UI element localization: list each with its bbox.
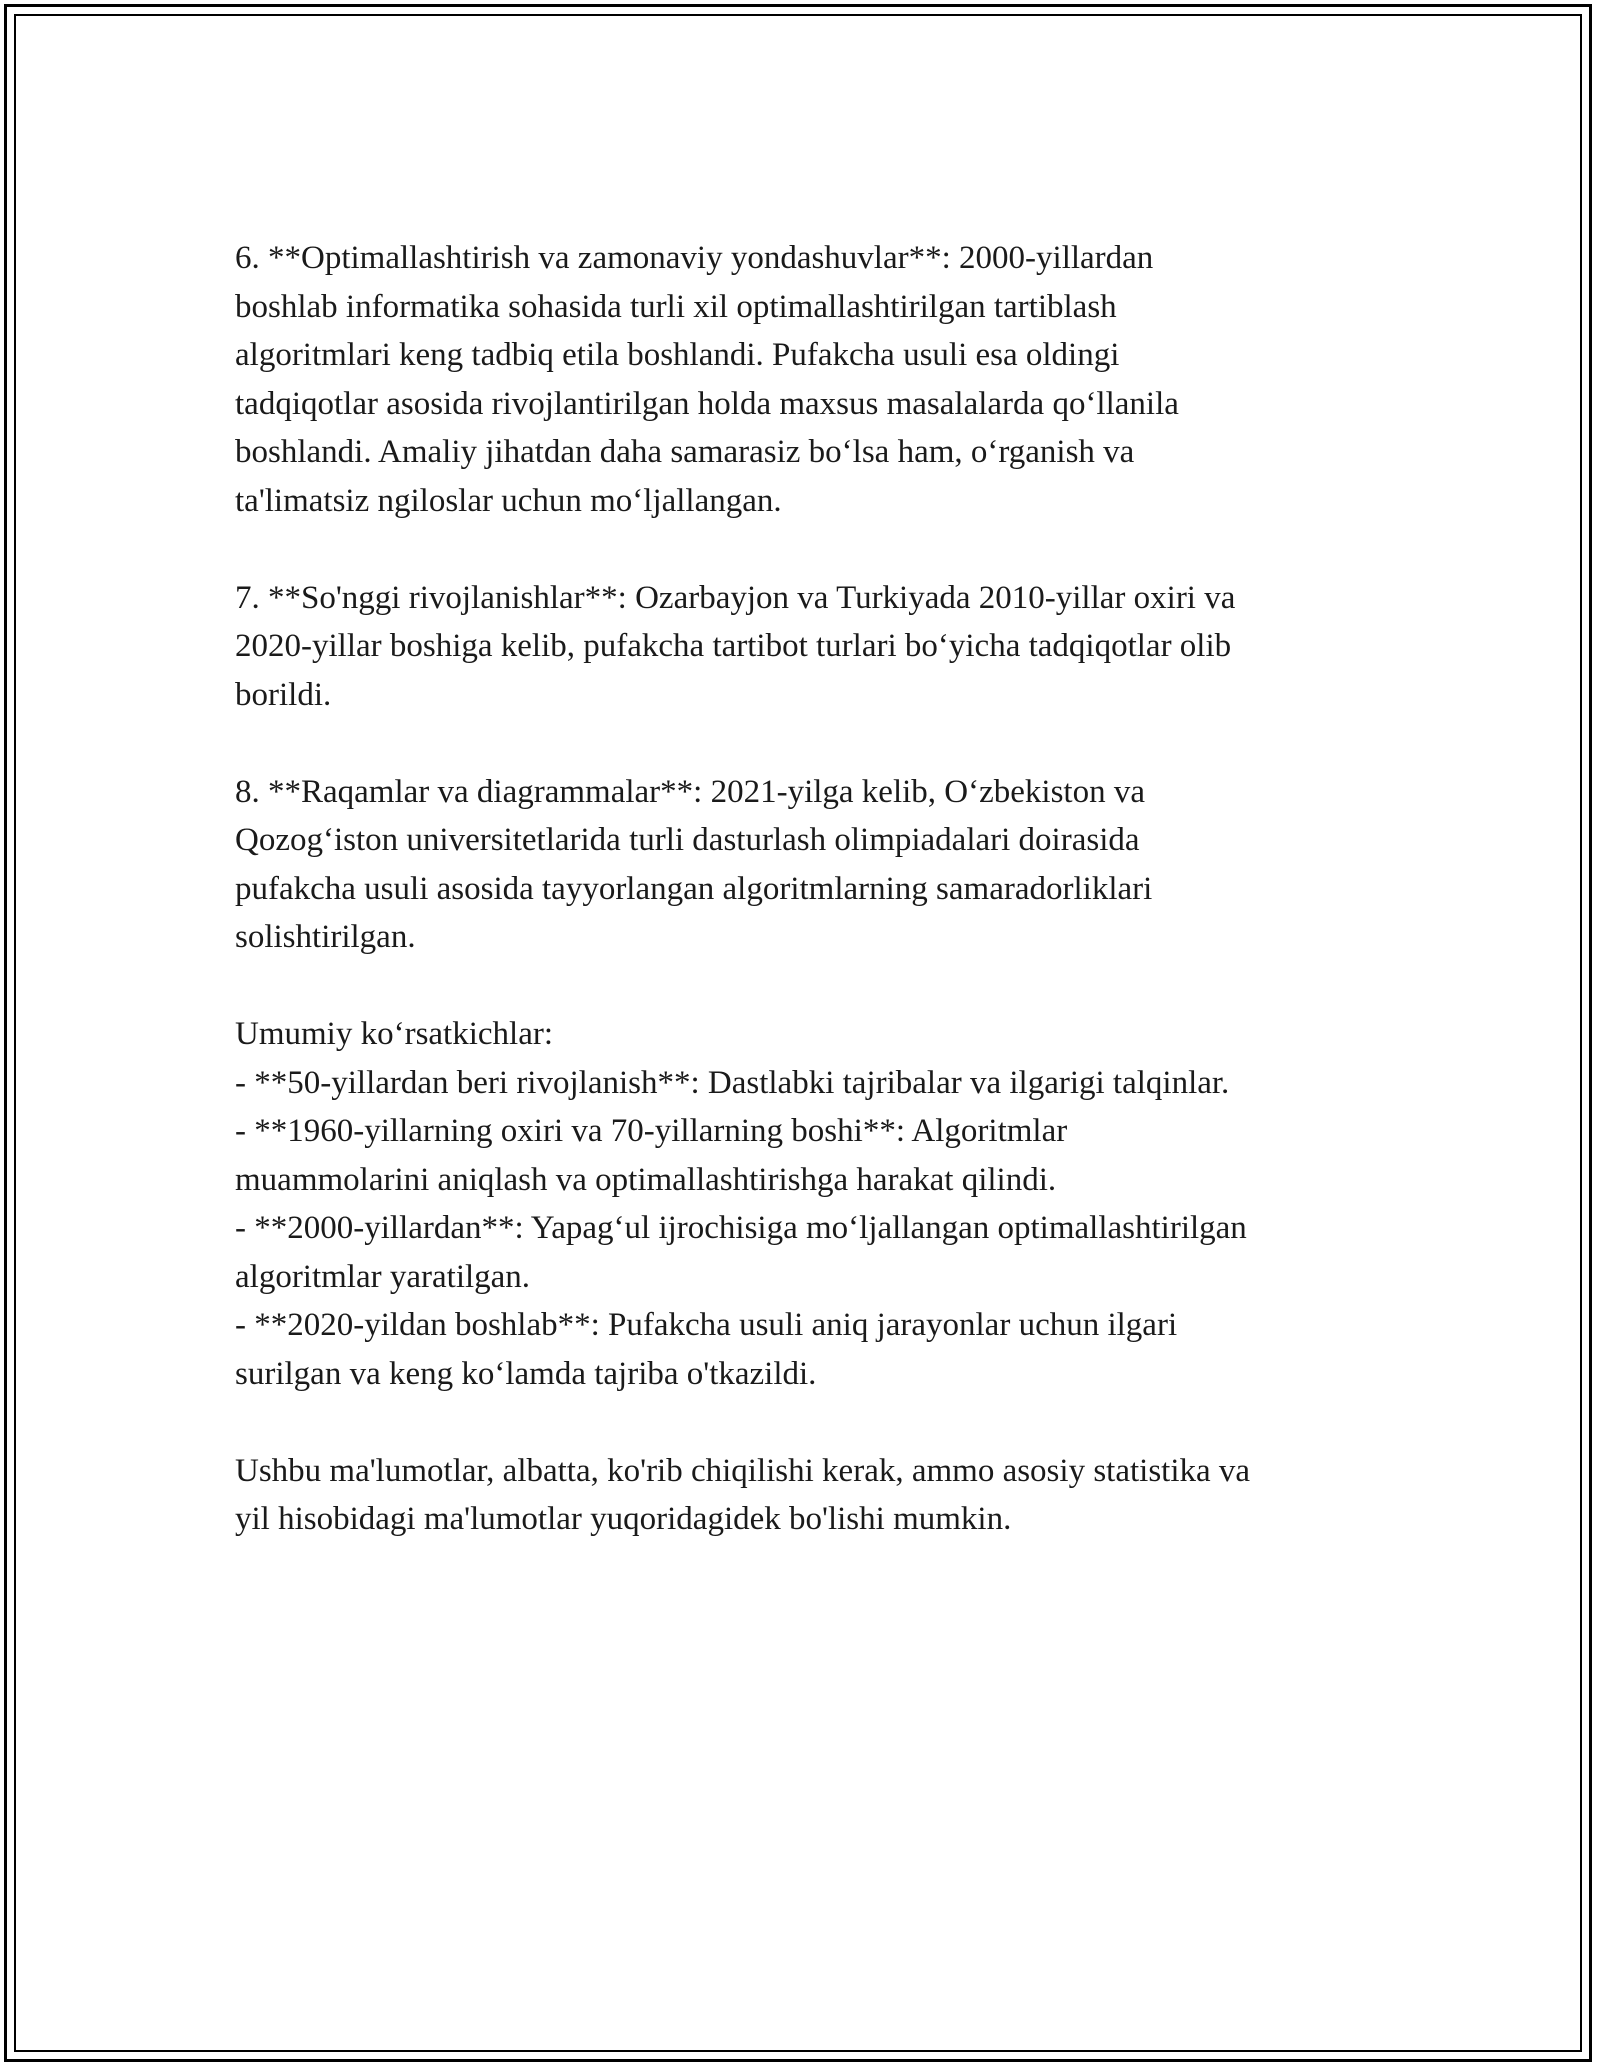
list-item: - **2000-yillardan**: Yapag‘ul ijrochisiga mo‘ljallangan optimallashtirilgan algoritmlar yaratilgan.: [235, 1210, 1247, 1295]
summary-list: [235, 1059, 1380, 1399]
paragraph-numbers-diagrams: 8. **Raqamlar va diagrammalar**: 2021-yilga kelib, O‘zbekiston va Qozog‘iston universitetlarida turli dasturlash olimpiadalari doirasida pufakcha usuli asosida tayyorlangan algoritmlarning samaradorliklari solishtirilgan.: [235, 773, 1153, 955]
paragraph-optimization: 6. **Optimallashtirish va zamonaviy yondashuvlar**: 2000-yillardan boshlab informatika sohasida turli xil optimallashtirilgan tartiblash algoritmlari keng tadbiq etila boshlandi. Pufakcha usuli esa oldingi tadqiqotlar asosida rivojlantirilgan holda maxsus masalalarda qo‘llanila boshlandi. Amaliy jihatdan daha samarasiz bo‘lsa ham, o‘rganish va ta'limatsiz ngiloslar uchun mo‘ljallangan.: [235, 240, 1179, 519]
document-body: [235, 234, 1380, 1544]
list-item: - **1960-yillarning oxiri va 70-yillarning boshi**: Algoritmlar muammolarini aniqlash va optimallashtirishga harakat qilindi.: [235, 1113, 1068, 1198]
list-item: - **50-yillardan beri rivojlanish**: Dastlabki tajribalar va ilgarigi talqinlar.: [235, 1064, 1230, 1101]
summary-section: [235, 1010, 1380, 1398]
closing-paragraph: Ushbu ma'lumotlar, albatta, ko'rib chiqilishi kerak, ammo asosiy statistika va yil hisobidagi ma'lumotlar yuqoridagidek bo'lishi mumkin.: [235, 1452, 1251, 1537]
summary-title: Umumiy ko‘rsatkichlar:: [235, 1016, 554, 1052]
list-item: - **2020-yildan boshlab**: Pufakcha usuli aniq jarayonlar uchun ilgari surilgan va keng ko‘lamda tajriba o'tkazildi.: [235, 1307, 1178, 1392]
paragraph-recent-developments: 7. **So'nggi rivojlanishlar**: Ozarbayjon va Turkiyada 2010-yillar oxiri va 2020-yillar boshiga kelib, pufakcha tartibot turlari bo‘yicha tadqiqotlar olib borildi.: [235, 579, 1236, 713]
